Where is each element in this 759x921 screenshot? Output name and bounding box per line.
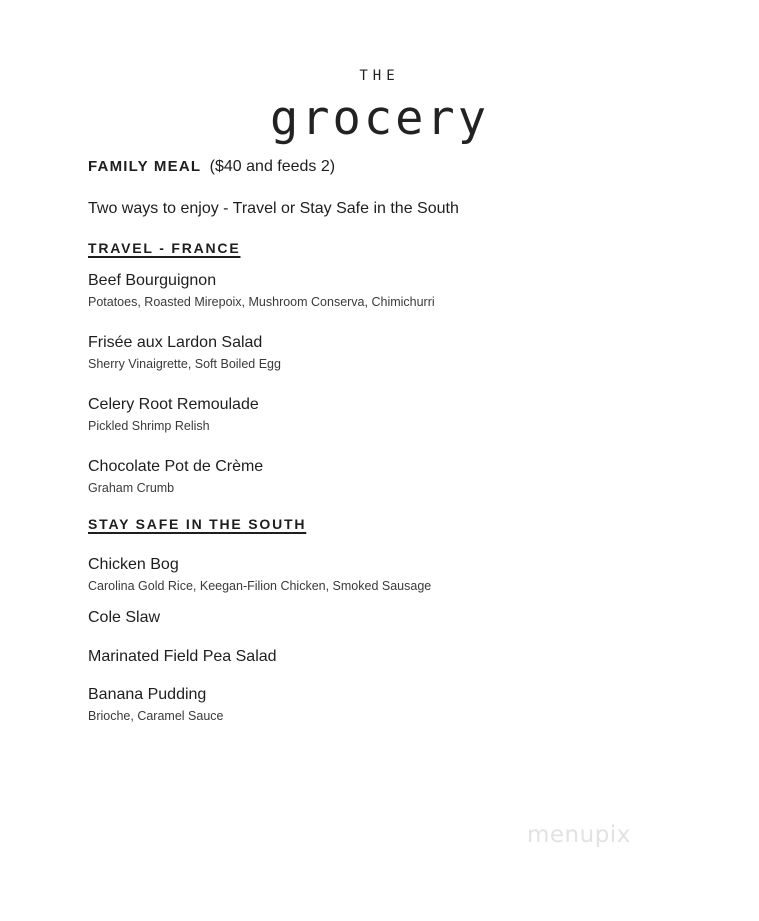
dish-name: Marinated Field Pea Salad — [88, 648, 277, 665]
family-meal-line — [88, 158, 335, 176]
dish-desc: Potatoes, Roasted Mirepoix, Mushroom Conserva, Chimichurri — [88, 295, 435, 309]
section-title-stay-safe-south: STAY SAFE IN THE SOUTH — [88, 516, 307, 532]
logo-grocery: grocery — [269, 91, 490, 146]
dish-name: Chocolate Pot de Crème — [88, 458, 264, 475]
dish-desc: Pickled Shrimp Relish — [88, 419, 210, 433]
dish-name: Frisée aux Lardon Salad — [88, 334, 263, 351]
dish-desc: Sherry Vinaigrette, Soft Boiled Egg — [88, 357, 281, 371]
dish-name: Celery Root Remoulade — [88, 396, 259, 413]
family-meal-title: FAMILY MEAL — [88, 158, 202, 175]
dish-desc: Graham Crumb — [88, 481, 175, 495]
dish-name: Beef Bourguignon — [88, 272, 217, 289]
family-meal-price: ($40 and feeds 2) — [209, 158, 336, 175]
dish-desc: Brioche, Caramel Sauce — [88, 709, 224, 723]
watermark-menupix: menupix — [527, 822, 631, 848]
logo-the: THE — [359, 68, 400, 84]
dish-desc: Carolina Gold Rice, Keegan-Filion Chicken, Smoked Sausage — [88, 579, 432, 593]
intro-text: Two ways to enjoy - Travel or Stay Safe in the South — [88, 200, 459, 217]
dish-name: Banana Pudding — [88, 686, 207, 703]
dish-name: Cole Slaw — [88, 609, 161, 626]
section-title-travel-france: TRAVEL - FRANCE — [88, 240, 241, 256]
dish-name: Chicken Bog — [88, 556, 179, 573]
